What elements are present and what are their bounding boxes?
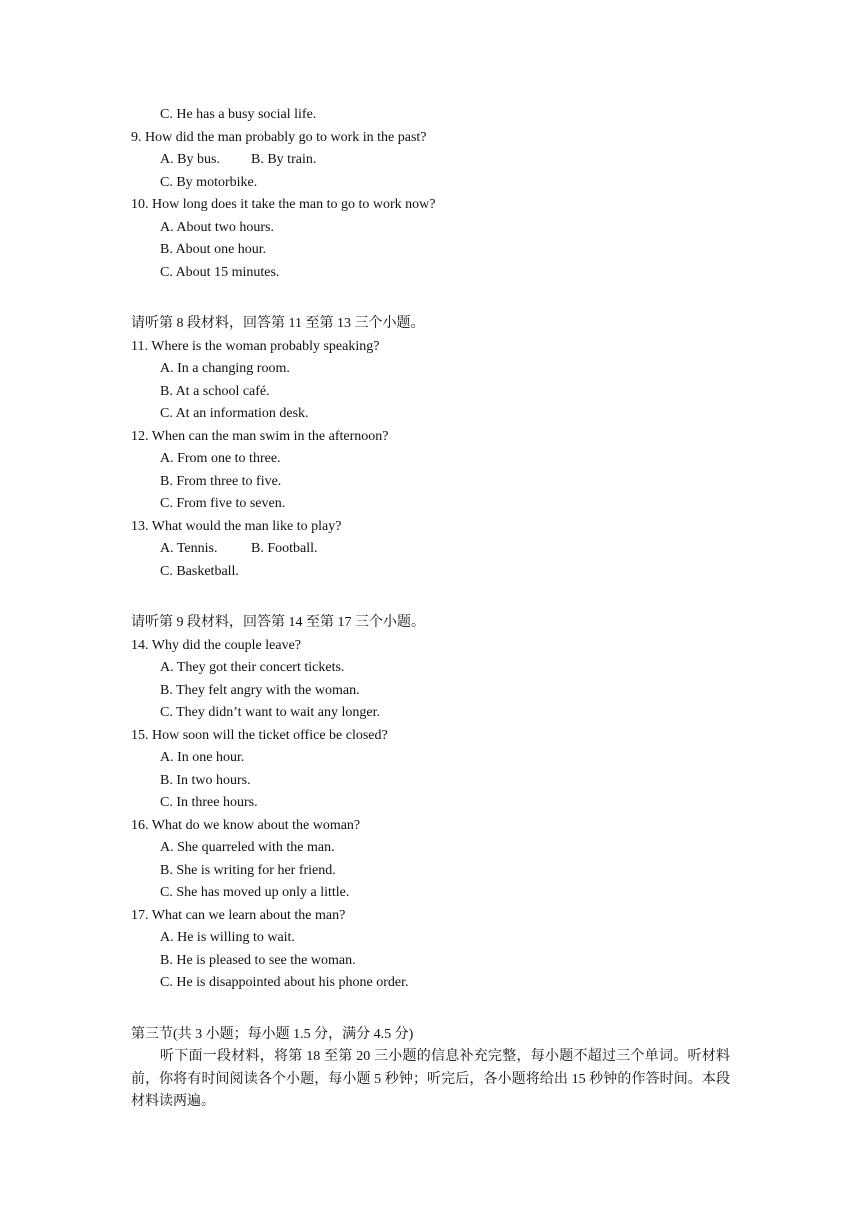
q10-option-c: C. About 15 minutes. (160, 264, 280, 280)
q9-options-row (0, 149, 860, 172)
spacer (0, 995, 860, 1024)
q10-option-b: B. About one hour. (160, 242, 267, 257)
q15-option-a: A. In one hour. (160, 750, 245, 765)
q10-option-a: A. About two hours. (160, 219, 274, 235)
q13-question: 13. What would the man like to play? (131, 518, 342, 534)
q12-question: 12. When can the man swim in the afternoon? (131, 428, 389, 444)
q8-option-c: C. He has a busy social life. (160, 107, 317, 122)
q15-option-c: C. In three hours. (160, 795, 258, 810)
q11-option-a: A. In a changing room. (160, 361, 290, 376)
q11-option-b: B. At a school café. (160, 383, 270, 399)
q13-options-row (0, 538, 860, 561)
q9-option-b: B. By train. (251, 152, 317, 167)
q12-option-b: B. From three to five. (160, 473, 282, 489)
q16-option-a: A. She quarreled with the man. (160, 840, 335, 855)
q16-option-b: B. She is writing for her friend. (160, 862, 336, 878)
q12-option-c: C. From five to seven. (160, 496, 286, 511)
q13-option-c: C. Basketball. (160, 563, 239, 579)
q14-question: 14. Why did the couple leave? (131, 637, 302, 653)
q11-question: 11. Where is the woman probably speaking? (131, 338, 380, 354)
q17-option-a: A. He is willing to wait. (160, 930, 295, 945)
spacer (0, 284, 860, 313)
q14-option-a: A. They got their concert tickets. (160, 660, 345, 675)
q13-option-a: A. Tennis. (160, 541, 218, 556)
q16-option-c: C. She has moved up only a little. (160, 885, 350, 900)
q10-question: 10. How long does it take the man to go to work now? (131, 197, 436, 212)
q17-option-b: B. He is pleased to see the woman. (160, 952, 356, 968)
spacer (0, 583, 860, 612)
q9-option-a: A. By bus. (160, 152, 220, 167)
q13-option-b: B. Football. (251, 541, 318, 556)
q17-question: 17. What can we learn about the man? (131, 907, 346, 923)
exam-page (0, 104, 860, 1114)
q15-question: 15. How soon will the ticket office be closed? (131, 727, 388, 743)
q14-option-c: C. They didn’t want to wait any longer. (160, 705, 380, 720)
q15-option-b: B. In two hours. (160, 772, 251, 788)
section9-intro: 请听第 9 段材料，回答第 14 至第 17 三个小题。 (131, 615, 425, 630)
q14-option-b: B. They felt angry with the woman. (160, 682, 360, 698)
q17-option-c: C. He is disappointed about his phone order. (160, 975, 409, 990)
q11-option-c: C. At an information desk. (160, 406, 309, 421)
q12-option-a: A. From one to three. (160, 451, 281, 466)
part3-instructions: 听下面一段材料，将第 18 至第 20 三小题的信息补充完整，每小题不超过三个单词。听材料前，你将有时间阅读各个小题，每小题 5 秒钟；听完后，各小题将给出 15 秒钟的作答时间。本段材料读两遍。 (131, 1049, 730, 1109)
section8-intro: 请听第 8 段材料，回答第 11 至第 13 三个小题。 (131, 316, 425, 331)
q9-option-c: C. By motorbike. (160, 174, 258, 190)
part3-heading: 第三节(共 3 小题；每小题 1.5 分，满分 4.5 分) (131, 1026, 414, 1042)
q9-question: 9. How did the man probably go to work in the past? (131, 129, 427, 145)
q16-question: 16. What do we know about the woman? (131, 817, 361, 833)
